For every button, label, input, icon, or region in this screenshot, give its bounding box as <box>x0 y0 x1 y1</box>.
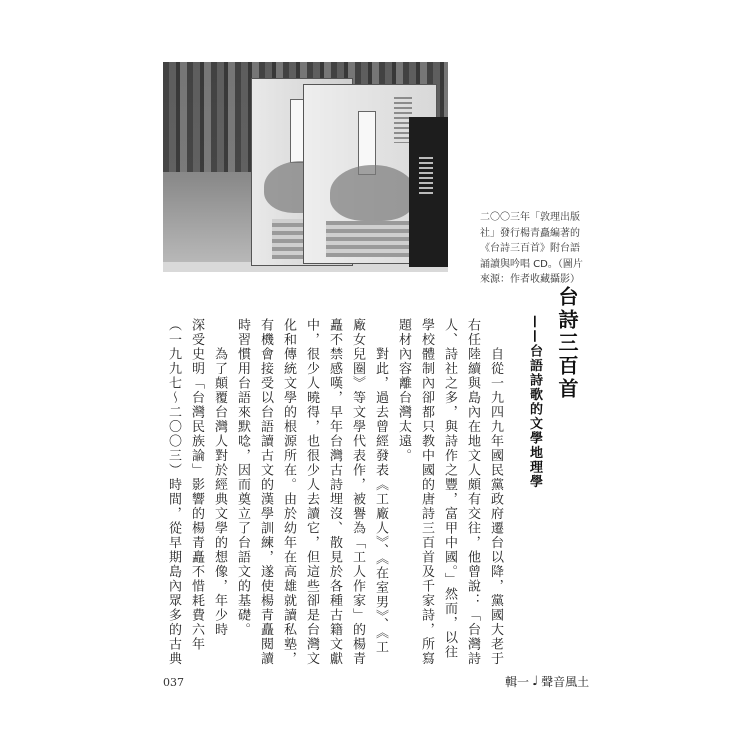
body-column: 深受史明「台灣民族論」影響的楊青矗不惜耗費六年 <box>189 318 204 652</box>
body-column: 有機會接受以台語讀古文的漢學訓練，遂使楊青矗閱讀 <box>258 318 273 666</box>
body-column: 對此，過去曾經發表《工廠人》、《在室男》、《工 <box>373 318 388 655</box>
book-wall-illustration <box>326 221 416 257</box>
body-column: 化和傳統文學的根源所在。由於幼年在高雄就讀私塾， <box>281 318 296 666</box>
body-column: 學校體制內卻都只教中國的唐詩三百首及千家詩，所寫 <box>419 318 434 666</box>
book-plant-illustration <box>330 165 416 221</box>
body-column: 矗不禁感嘆，早年台灣古詩埋沒、散見於各種古籍文獻 <box>327 318 342 666</box>
section-subtitle: ——台語詩歌的文學地理學 <box>527 315 542 489</box>
body-column: 右任陸續與島內在地文人頗有交往，他曾說：「台灣詩 <box>465 318 480 666</box>
body-column: 人、詩社之多，與詩作之豐，富甲中國。」然而，以往 <box>442 318 457 660</box>
body-column: 自從一九四九年國民黨政府遷台以降，黨國大老于 <box>488 318 503 666</box>
shelf-book-dark <box>409 117 448 267</box>
running-head-section: 聲音風土 <box>541 675 590 689</box>
running-head-part: 輯一 <box>505 675 530 689</box>
caption-line: 《台詩三百首》附台語 <box>480 243 580 254</box>
running-head <box>505 673 589 690</box>
photo-caption <box>480 210 608 288</box>
caption-line: 來源：作者收藏攝影） <box>480 274 580 285</box>
body-column: 廠女兒圈》等文學代表作，被譽為「工人作家」的楊青 <box>350 318 365 666</box>
body-column: 中，很少人曉得，也很少人去讀它，但這些卻是台灣文 <box>304 318 319 666</box>
caption-line: 誦讀與吟唱 CD。（圖片 <box>480 258 583 270</box>
shelf-book-spine-label <box>419 157 433 197</box>
caption-line: 二〇〇三年「敦理出版 <box>480 212 580 223</box>
section-title: 台詩三百首 <box>555 286 579 401</box>
caption-line: 社」發行楊青矗編著的 <box>480 227 580 239</box>
body-column: （一九九七～二〇〇三）時間，從早期島內眾多的古典 <box>166 318 181 666</box>
book-photo <box>163 62 448 272</box>
body-column: 時習慣用台語來默唸，因而奠立了台語文的基礎。 <box>235 318 250 637</box>
page-number: 037 <box>163 676 184 689</box>
body-column: 題材內容離台灣太遠。 <box>396 318 411 463</box>
music-note-icon: ♩ <box>532 674 539 689</box>
body-column: 為了顛覆台灣人對於經典文學的想像，年少時 <box>212 318 227 637</box>
